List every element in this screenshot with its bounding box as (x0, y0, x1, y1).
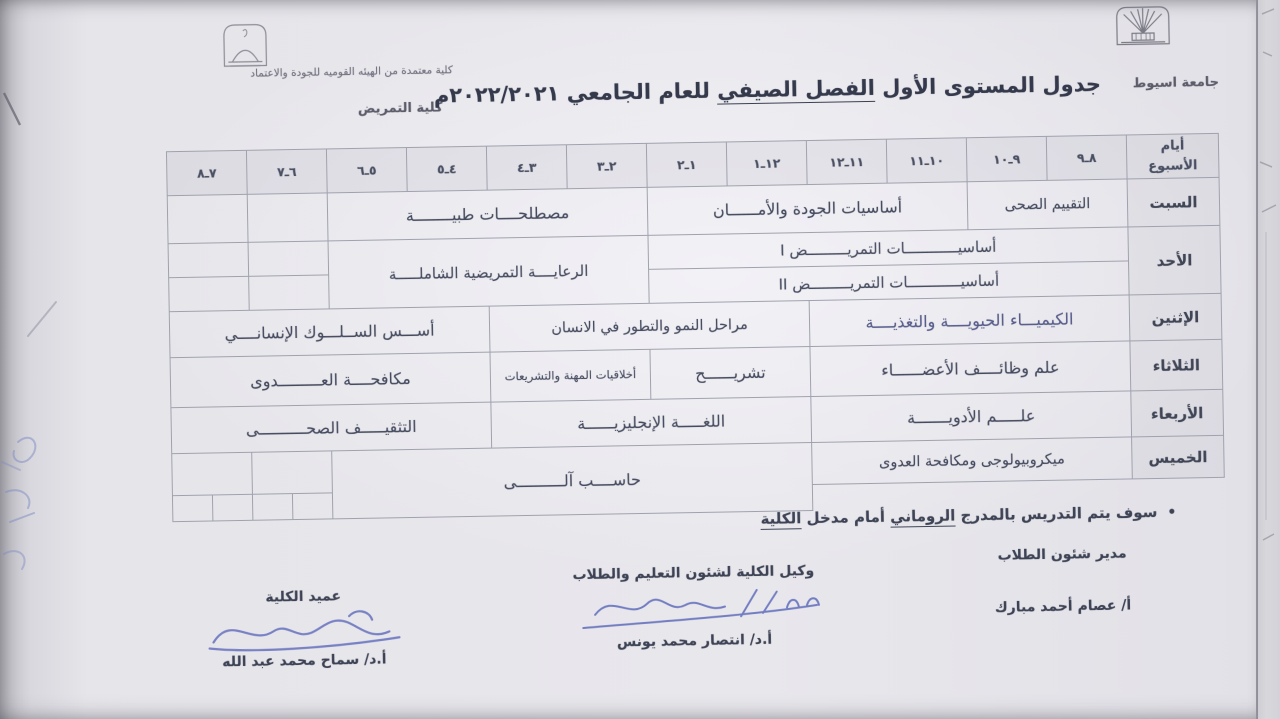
time-slot: ٩ـ١٠ (966, 136, 1047, 181)
cell-comprehensive-care: الرعايــــة التمريضية الشاملـــــة (328, 235, 649, 309)
accreditation-stamp-icon (218, 20, 273, 69)
signature-block-dean (196, 587, 412, 671)
university-name: جامعة اسيوط (1132, 74, 1220, 92)
empty-cell (252, 494, 292, 521)
empty-cell (167, 194, 248, 243)
empty-cell (248, 241, 329, 276)
time-slot: ٥ـ٦ (326, 148, 407, 193)
underlying-page-edge (1258, 0, 1280, 719)
time-slot: ٨ـ٩ (1046, 135, 1127, 180)
student-affairs-title: مدير شئون الطلاب (997, 545, 1127, 564)
day-monday: الإثنين (1129, 293, 1222, 341)
day-thursday: الخميس (1132, 435, 1225, 479)
university-logo-icon (1112, 3, 1175, 48)
student-affairs-name: أ/ عصام أحمد مبارك (994, 597, 1132, 616)
dean-title: عميد الكلية (265, 588, 342, 606)
empty-cell (168, 242, 249, 277)
cell-physiology: علم وظائــــف الأعضــــــاء (810, 341, 1131, 397)
vice-dean-name: أ.د/ انتصار محمد يونس (616, 631, 773, 651)
day-tuesday: الثلاثاء (1130, 339, 1223, 391)
title-part2: للعام الجامعي ٢٠٢٢/٢٠٢١م (433, 78, 718, 108)
note-part2: أمام مدخل (801, 507, 891, 528)
days-of-week-header (1126, 133, 1219, 179)
cell-microbiology: ميكروبيولوجى ومكافحة العدوى (812, 437, 1133, 485)
note-underlined-1: الروماني (890, 506, 956, 526)
page-title (433, 71, 1102, 108)
cell-english-language: اللغـــــة الإنجليزيــــــة (491, 397, 812, 449)
bullet-icon: • (1167, 504, 1177, 521)
empty-cell (172, 452, 253, 495)
time-slot: ٦ـ٧ (246, 149, 327, 194)
note-underlined-2: الكلية (760, 509, 802, 528)
time-slot: ١ـ٢ (646, 142, 727, 187)
empty-cell (247, 193, 328, 242)
time-slot: ٣ـ٤ (486, 145, 567, 190)
cell-quality-safety: أساسيات الجودة والأمــــــان (647, 182, 968, 236)
cell-anatomy: تشريــــــح (650, 347, 811, 400)
faculty-name: كلية التمريض (357, 100, 443, 117)
time-slot: ٢ـ٣ (566, 143, 647, 188)
empty-cell (249, 275, 330, 310)
cell-medical-terminology: مصطلحــــات طبيــــــــة (327, 187, 648, 241)
cell-biochemistry-nutrition: الكيميـــاء الحيويــــة والتغذيــــة (809, 295, 1130, 347)
time-slot: ١٠ـ١١ (886, 138, 967, 183)
cell-nursing-fundamentals-2: أساسيــــــــــــات التمريـــــــــض II (649, 261, 1130, 303)
empty-cell (252, 451, 333, 494)
cell-computer: حاســــب آلــــــــــى (332, 443, 813, 519)
weekly-schedule-table (166, 133, 1225, 522)
day-wednesday: الأربعاء (1131, 389, 1224, 437)
days-header-line2: الأسبوع (1148, 157, 1198, 174)
day-saturday: السبت (1127, 177, 1220, 227)
cell-health-assessment: التقييم الصحى (967, 179, 1128, 230)
accreditation-text: كلية معتمدة من الهيئه القوميه للجودة والاعتماد (250, 64, 453, 80)
signature-block-student-affairs (977, 545, 1148, 616)
vice-dean-handwritten-signature (549, 579, 840, 636)
dean-handwritten-signature (198, 603, 409, 655)
time-slot: ٧ـ٨ (166, 150, 247, 195)
empty-cell (292, 493, 332, 520)
time-slot: ١١ـ١٢ (806, 139, 887, 184)
underlying-page-marks (1258, 0, 1280, 719)
empty-cell (169, 276, 250, 311)
ghost-cell (1132, 477, 1224, 505)
time-slot: ٤ـ٥ (406, 146, 487, 191)
cell-infection-control: مكافحــــة العـــــــــدوى (170, 352, 491, 408)
day-sunday: الأحد (1128, 225, 1221, 295)
empty-cell (212, 494, 252, 521)
title-part1: جدول المستوى الأول (874, 71, 1102, 100)
days-header-line1: أيام (1160, 138, 1185, 154)
time-slot: ١٢ـ١ (726, 141, 807, 186)
title-underlined-term: الفصل الصيفي (716, 75, 876, 103)
cell-health-education: التثقيـــــف الصحــــــــــى (171, 402, 492, 454)
vice-dean-title: وكيل الكلية لشئون التعليم والطلاب (572, 562, 815, 584)
cell-human-behavior: أســـس الســلـــوك الإنسانــــي (169, 306, 490, 358)
cell-nursing-fundamentals-1: أساسيــــــــــــات التمريـــــــــض I (648, 227, 1129, 269)
cell-pharmacology: علـــــم الأدويـــــــة (811, 391, 1132, 443)
dean-name: أ.د/ سماح محمد عبد الله (222, 651, 387, 671)
cell-growth-development: مراحل النمو والتطور في الانسان (489, 301, 810, 353)
cell-ethics-legislation: أخلاقيات المهنة والتشريعات (490, 349, 651, 402)
note-part1: سوف يتم التدريس بالمدرج (955, 502, 1158, 525)
empty-cell (172, 495, 212, 522)
signature-block-vice-dean (543, 562, 844, 651)
